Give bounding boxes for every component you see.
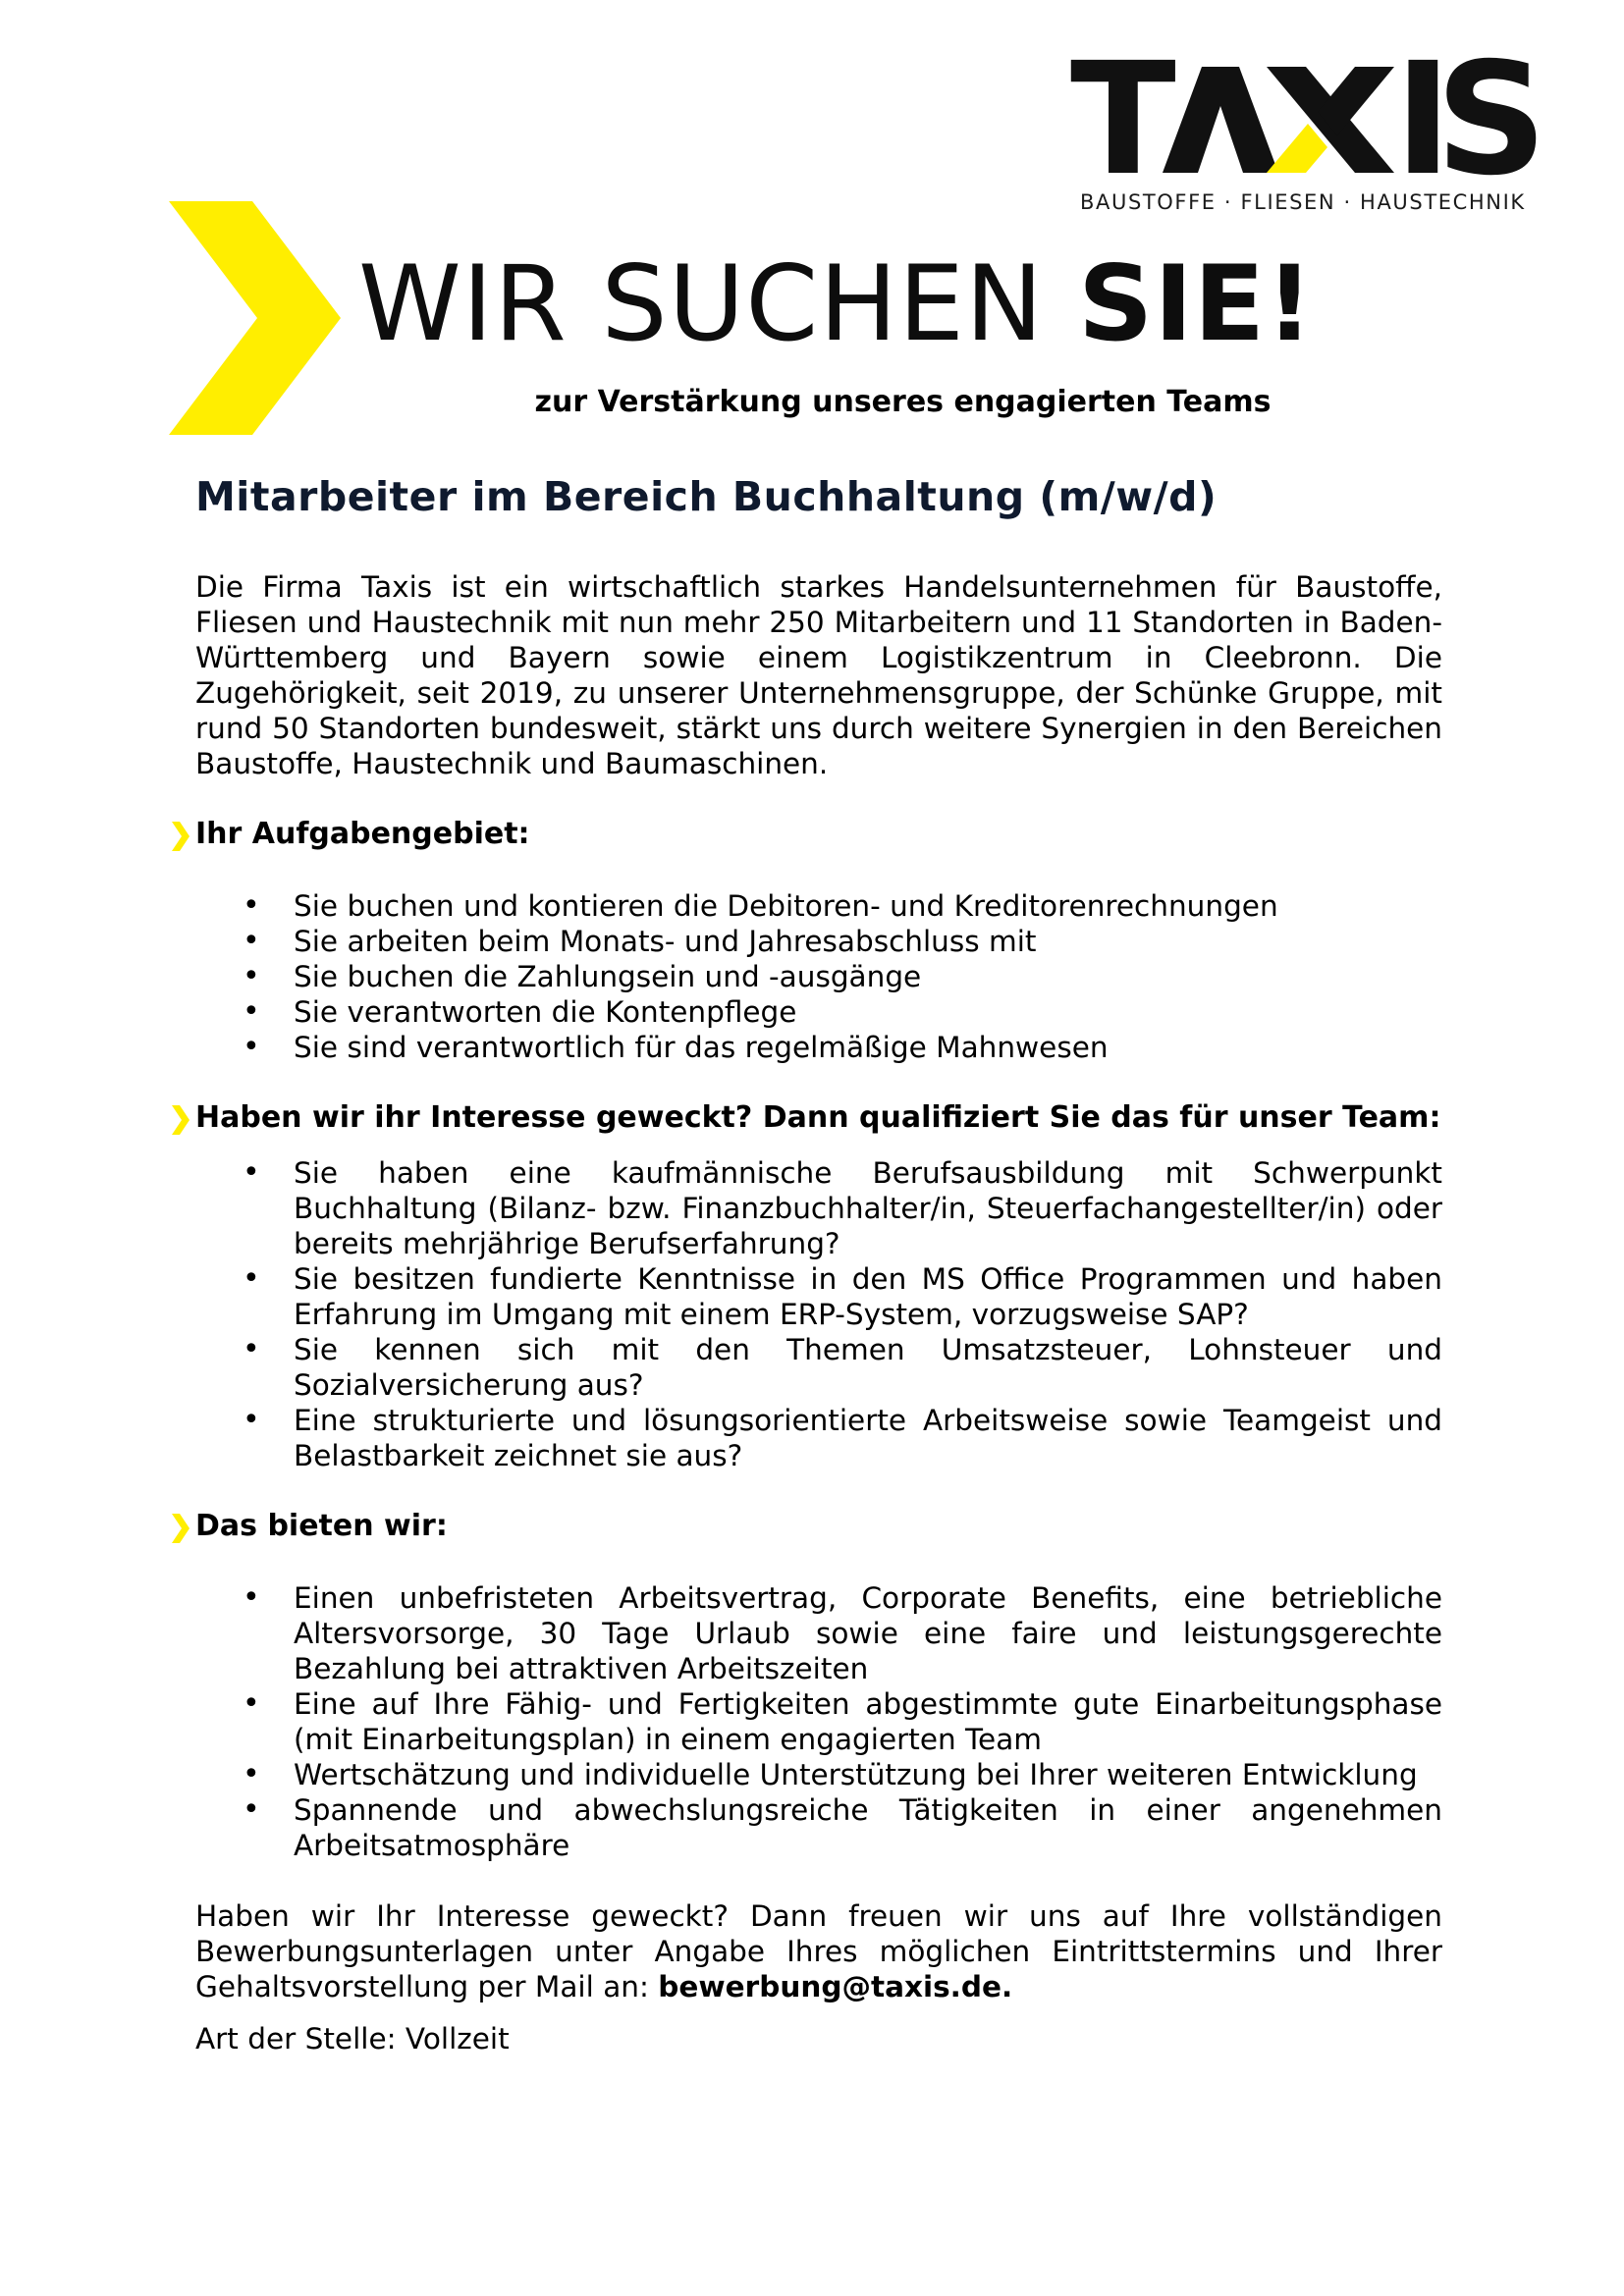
list-item: • Einen unbefristeten Arbeitsvertrag, Corporate Benefits, eine betriebliche Altersvorsorge, 30 Tage Urlaub sowie eine faire und leistungsgerechte Bezahlung bei attraktiven Arbeitszeiten [294,1580,1442,1686]
qualification-list [195,1155,1442,1473]
chevron-icon [172,1514,189,1543]
section-heading-benefits [195,1509,1442,1544]
job-title: Mitarbeiter im Bereich Buchhaltung (m/w/d) [195,473,1218,520]
subheadline: zur Verstärkung unseres engagierten Teams [534,385,1272,419]
list-item: • Spannende und abwechslungsreiche Tätigkeiten in einer angenehmen Arbeitsatmosphäre [294,1792,1442,1863]
section-heading-text: Das bieten wir: [195,1509,448,1543]
section-heading-qualifications [195,1100,1442,1136]
logo-letter-t: T [1070,29,1176,210]
logo-letter-i: I [1394,29,1452,210]
section-heading-tasks [195,817,1442,852]
company-intro: Die Firma Taxis ist ein wirtschaftlich starkes Handelsunternehmen für Baustoffe, Fliesen und Haustechnik mit nun mehr 250 Mitarbeitern und 11 Standorten in Baden-Württemberg und Bayern sowie einem Logistikzentrum in Cleebronn. Die Zugehörigkeit, seit 2019, zu unserer Unternehmensgruppe, der Schünke Gruppe, mit rund 50 Standorten bundesweit, stärkt uns durch weitere Synergien in den Bereichen Baustoffe, Haustechnik und Baumaschinen. [195,570,1442,780]
logo-letter-s: S [1435,29,1547,210]
logo-letter-a-graphic [1163,67,1278,173]
closing-text: Haben wir Ihr Interesse geweckt? Dann freuen wir uns auf Ihre vollständigen Bewerbungsunterlagen unter Angabe Ihres möglichen Eintrittstermins und Ihrer Gehaltsvorstellung per Mail an: [195,1899,1442,2003]
application-email-link[interactable]: bewerbung@taxis.de. [658,1970,1013,2003]
chevron-icon [172,1105,189,1135]
list-item: • Sie kennen sich mit den Themen Umsatzsteuer, Lohnsteuer und Sozialversicherung aus? [294,1332,1442,1403]
section-heading-text: Haben wir ihr Interesse geweckt? Dann qualifiziert Sie das für unser Team: [195,1100,1441,1135]
list-item: • Sie besitzen fundierte Kenntnisse in den MS Office Programmen und haben Erfahrung im Umgang mit einem ERP-System, vorzugsweise SAP? [294,1261,1442,1332]
headline-bold: SIE! [1077,243,1315,364]
headline [358,245,1315,363]
benefit-list [195,1580,1442,1863]
logo-letter-x-graphic [1267,67,1394,173]
list-item: • Sie arbeiten beim Monats- und Jahresabschluss mit [294,924,1442,959]
job-type: Art der Stelle: Vollzeit [195,2022,510,2056]
list-item: • Wertschätzung und individuelle Unterstützung bei Ihrer weiteren Entwicklung [294,1757,1442,1792]
headline-regular: WIR SUCHEN [358,243,1078,364]
list-item: • Sie buchen und kontieren die Debitoren- und Kreditorenrechnungen [294,888,1442,924]
list-item: • Sie haben eine kaufmännische Berufsausbildung mit Schwerpunkt Buchhaltung (Bilanz- bzw. Finanzbuchhalter/in, Steuerfachangestellter/in) oder bereits mehrjährige Berufserfahrung? [294,1155,1442,1261]
list-item: • Sie verantworten die Kontenpflege [294,994,1442,1030]
job-posting-body [195,467,1442,2056]
section-heading-text: Ihr Aufgabengebiet: [195,817,530,851]
list-item: • Eine strukturierte und lösungsorientierte Arbeitsweise sowie Teamgeist und Belastbarkeit zeichnet sie aus? [294,1403,1442,1473]
task-list [195,888,1442,1065]
closing-paragraph [195,1898,1442,2004]
list-item: • Eine auf Ihre Fähig- und Fertigkeiten abgestimmte gute Einarbeitungsphase (mit Einarbeitungsplan) in einem engagierten Team [294,1686,1442,1757]
logo-tagline: BAUSTOFFE · FLIESEN · HAUSTECHNIK [1080,190,1526,214]
chevron-icon [172,822,189,851]
list-item: • Sie sind verantwortlich für das regelmäßige Mahnwesen [294,1030,1442,1065]
company-logo [1070,29,1547,228]
list-item: • Sie buchen die Zahlungsein und -ausgänge [294,959,1442,994]
